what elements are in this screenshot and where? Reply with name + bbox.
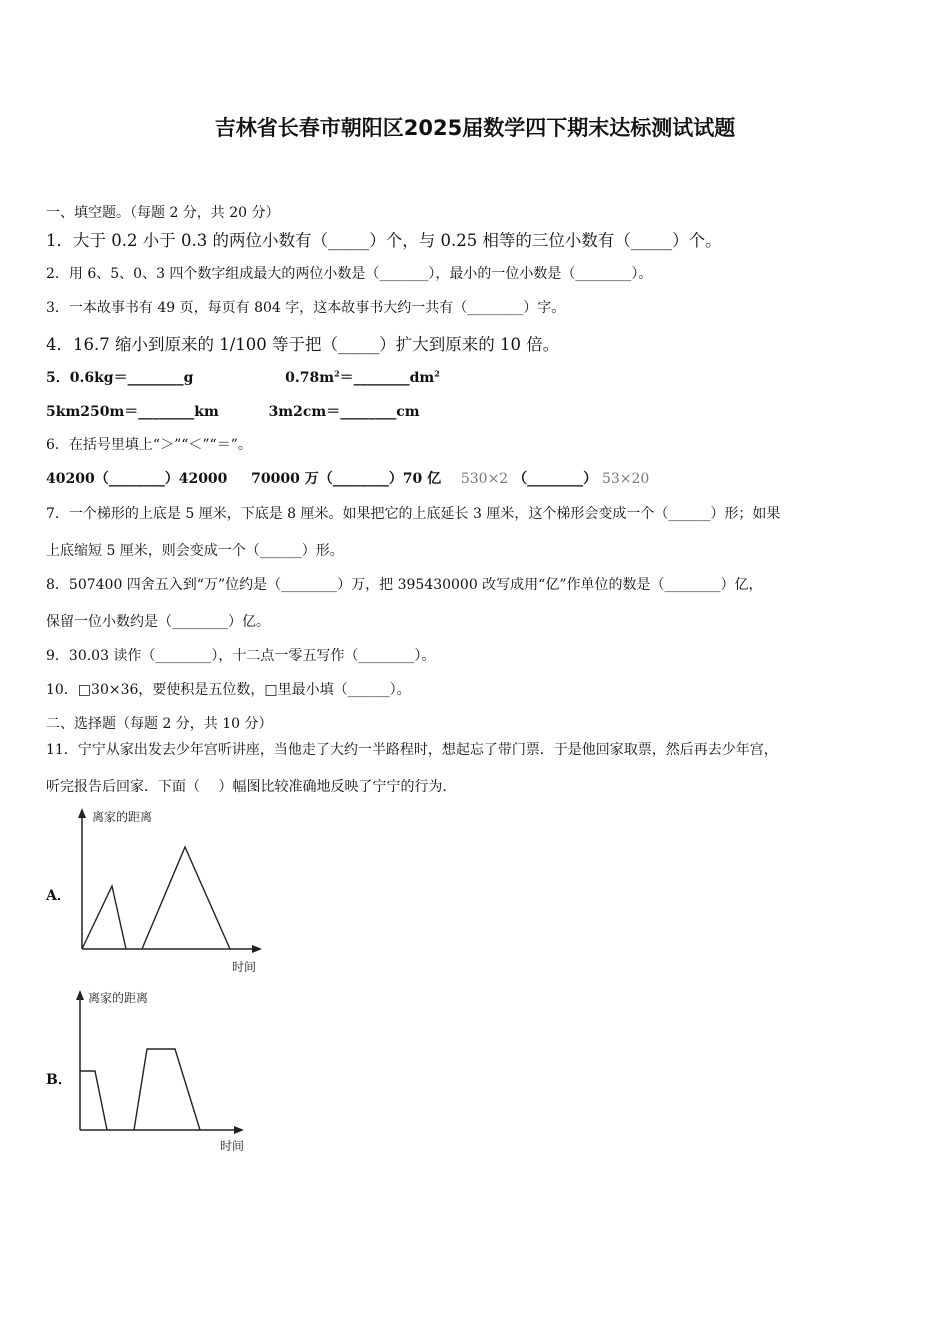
question-7-line-1: 7．一个梯形的上底是 5 厘米，下底是 8 厘米。如果把它的上底延长 3 厘米，这个梯形会变成一个（______）形；如果	[46, 506, 781, 522]
option-a-y-arrow	[78, 808, 86, 818]
option-a-distance-line-2	[142, 847, 230, 949]
section-heading-fill-blank: 一、填空题。（每题 2 分，共 20 分）	[46, 205, 280, 221]
question-4: 4．16.7 缩小到原来的 1/100 等于把（_____）扩大到原来的 10 倍。	[46, 335, 560, 354]
question-9: 9．30.03 读作（________），十二点一零五写作（________）。	[46, 648, 436, 664]
option-a-x-label: 时间	[232, 960, 257, 974]
question-6: 6．在括号里填上“＞”“＜”“＝”。	[46, 437, 252, 453]
q5-area-conversion: $0.78m^2=\_\_\_\_\_\_\_\_dm^2$	[285, 368, 440, 386]
option-b-distance-line-2	[134, 1049, 200, 1130]
option-a-distance-line	[82, 886, 126, 949]
question-2: 2．用 6、5、0、3 四个数字组成最大的两位小数是（_______），最小的一位小数是（________）。	[46, 266, 653, 282]
q5-length-conversion-cm: 3m2cm＝________cm	[268, 404, 420, 420]
question-7-line-2: 上底缩短 5 厘米，则会变成一个（______）形。	[46, 543, 344, 559]
question-5-row-1	[46, 367, 440, 387]
q5-length-conversion-km: 5km250m＝________km	[46, 404, 219, 420]
option-a-label: A．	[46, 888, 71, 904]
option-b-y-label: 离家的距离	[88, 991, 149, 1005]
question-11-line-2: 听完报告后回家．下面（ ）幅图比较准确地反映了宁宁的行为．	[46, 779, 457, 795]
option-b-graph	[70, 986, 270, 1156]
option-b-y-arrow	[76, 990, 84, 1000]
question-1: 1．大于 0.2 小于 0.3 的两位小数有（_____）个，与 0.25 相等的三位小数有（_____）个。	[46, 231, 722, 250]
q6-compare-b: 70000 万（________）70 亿	[251, 471, 442, 487]
q6-compare-c-right: 53×20	[601, 471, 650, 487]
option-b-x-arrow	[234, 1126, 244, 1134]
option-a-graph	[70, 806, 270, 976]
question-3: 3．一本故事书有 49 页，每页有 804 字，这本故事书大约一共有（________）字。	[46, 300, 566, 316]
q6-compare-c-blank: （________）	[513, 471, 598, 487]
option-b-label: B．	[46, 1072, 72, 1088]
question-10: 10．□30×36，要使积是五位数，□里最小填（______）。	[46, 682, 411, 698]
question-8-line-1: 8．507400 四舍五入到“万”位约是（________）万，把 395430000 改写成用“亿”作单位的数是（________）亿，	[46, 577, 763, 593]
question-11-line-1: 11．宁宁从家出发去少年宫听讲座，当他走了大约一半路程时，想起忘了带门票．于是他回家取票，然后再去少年宫，	[46, 742, 778, 758]
page-title: 吉林省长春市朝阳区2025届数学四下期末达标测试试题	[214, 116, 736, 140]
question-5-row-2	[46, 401, 420, 421]
question-6-items	[46, 468, 649, 488]
option-b-x-label: 时间	[220, 1139, 245, 1153]
option-a-x-arrow	[252, 945, 262, 953]
q6-compare-a: 40200（________）42000	[46, 471, 228, 487]
section-heading-choice: 二、选择题（每题 2 分，共 10 分）	[46, 716, 273, 732]
option-a-y-label: 离家的距离	[92, 810, 153, 824]
q5-mass-conversion: 5．0.6kg＝________g	[46, 370, 194, 386]
q6-compare-c-left: 530×2	[460, 471, 509, 487]
question-8-line-2: 保留一位小数约是（________）亿。	[46, 614, 270, 630]
option-b-distance-line	[80, 1071, 107, 1130]
